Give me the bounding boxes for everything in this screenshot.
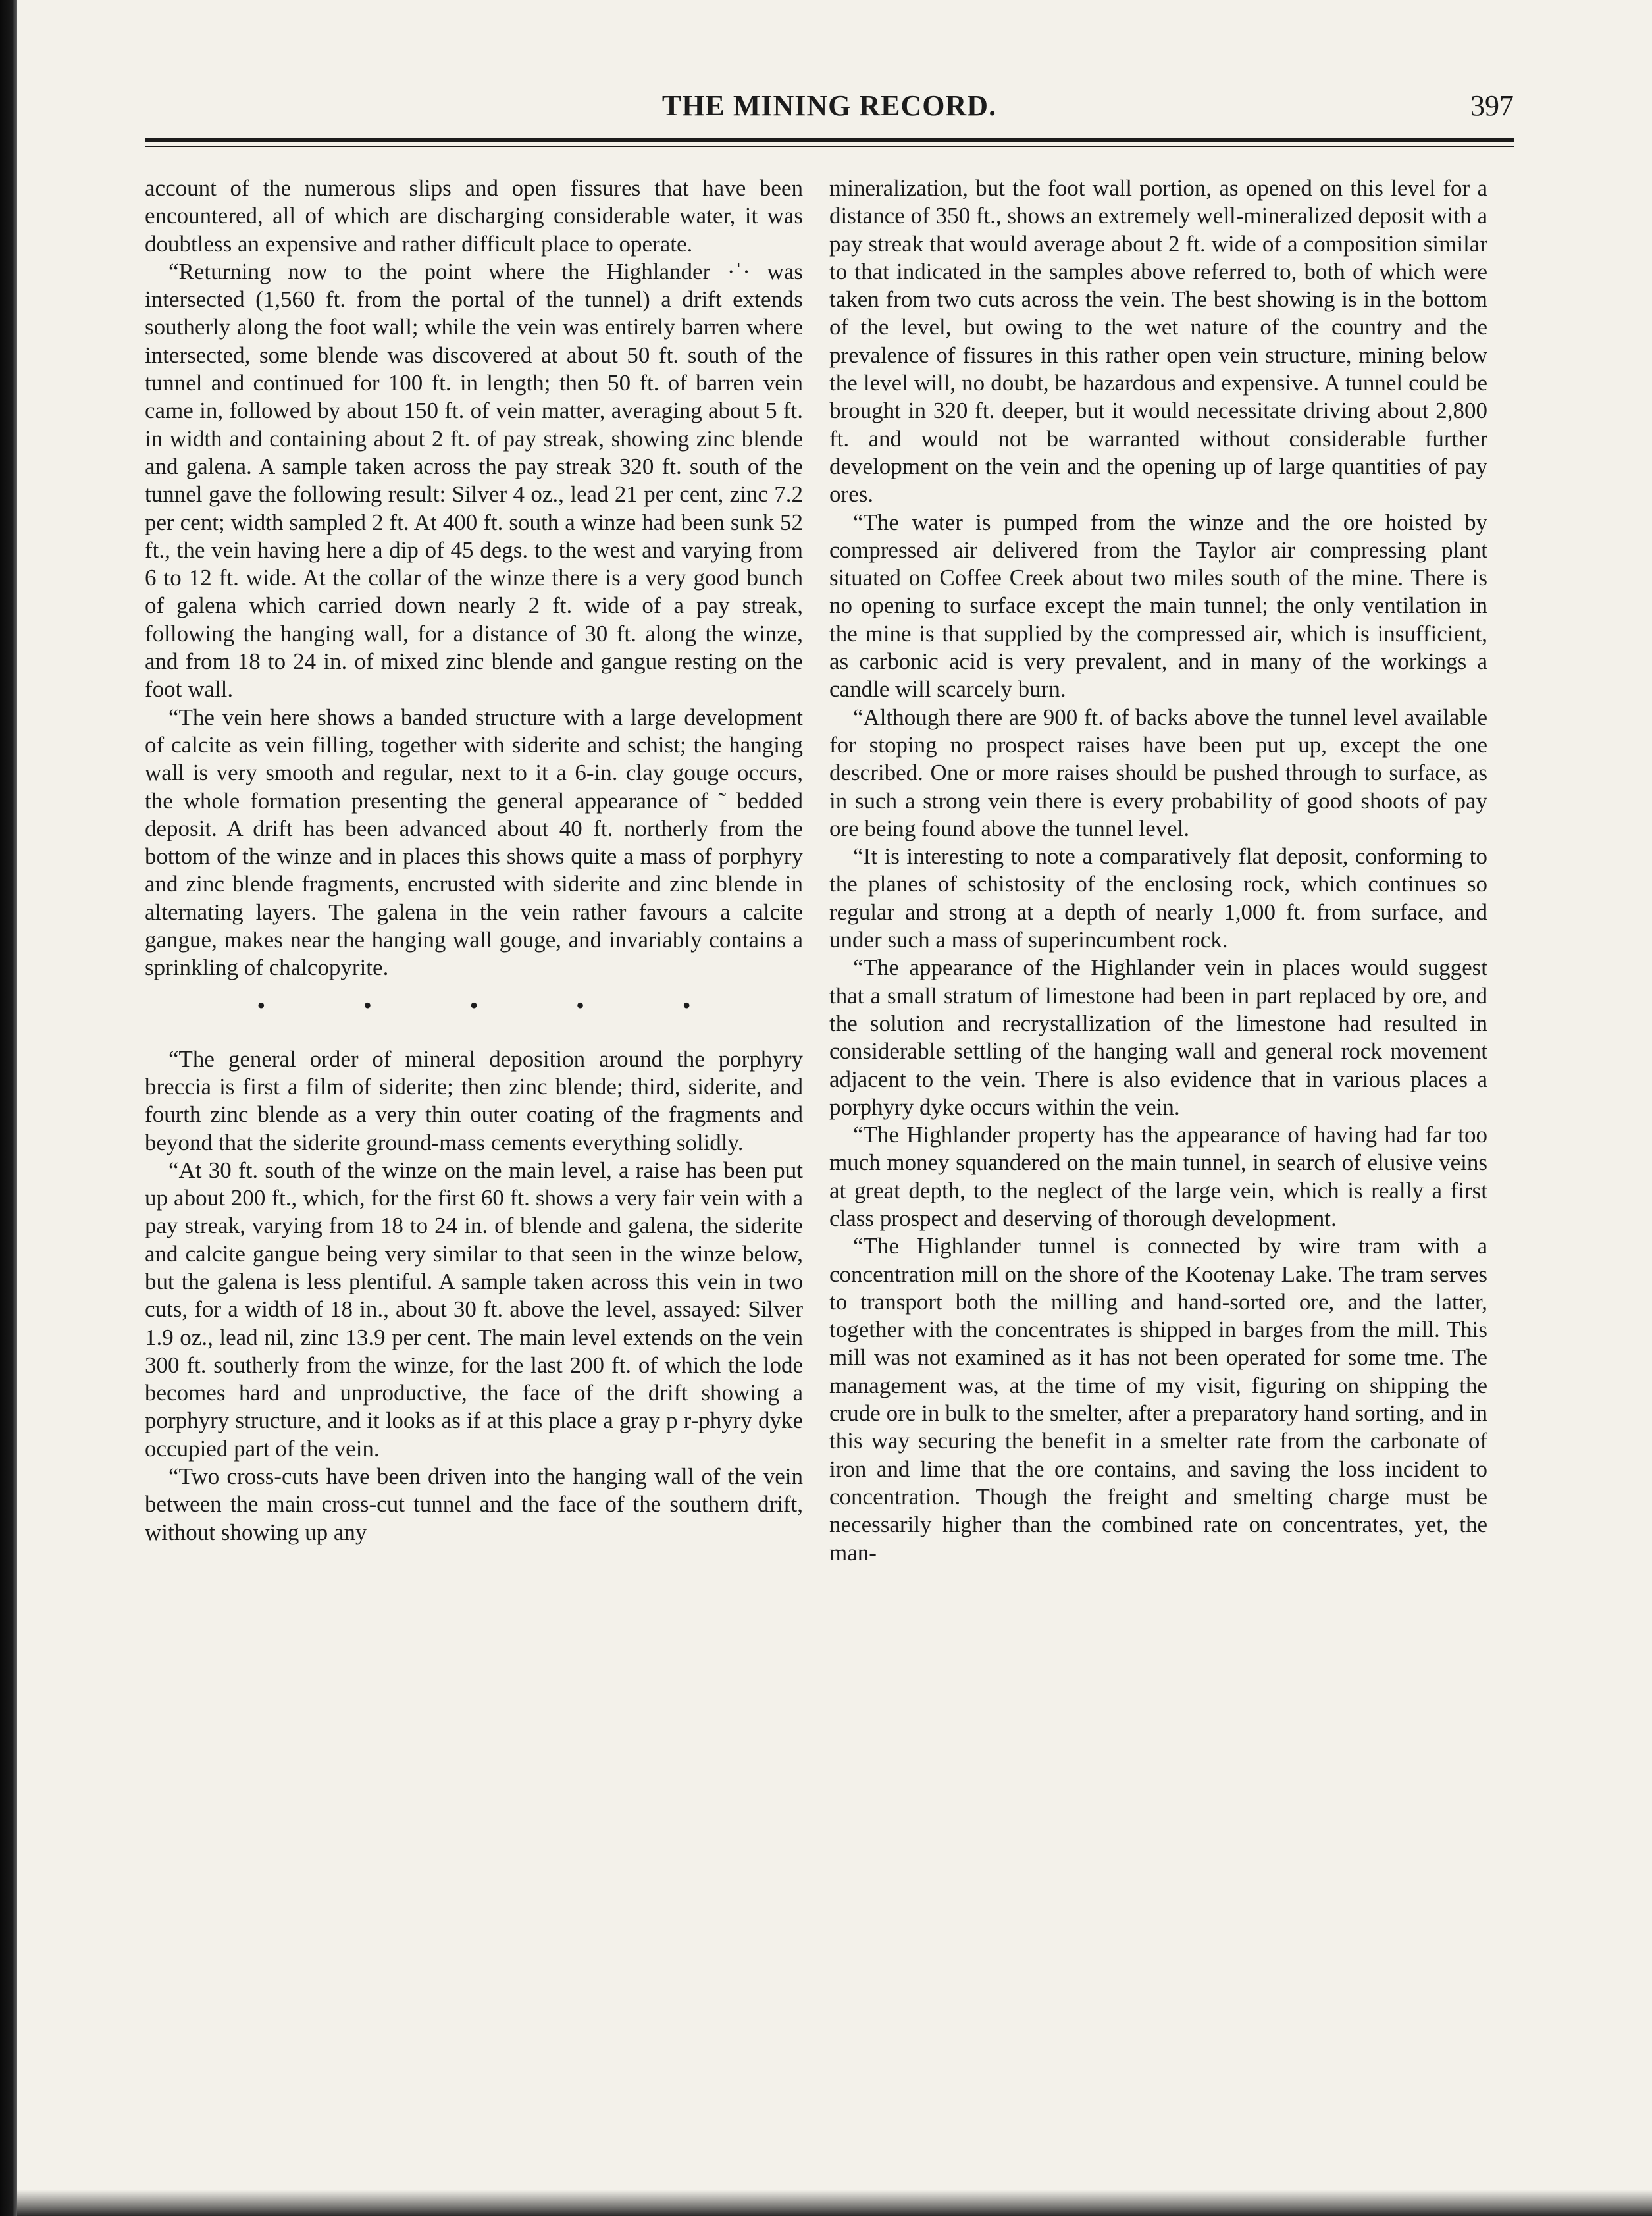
paragraph: “The Highlander tunnel is connected by wire tram with a concentration mill on the shore of the Kootenay Lake. The tram serves to transport both the milling and hand-sorted ore, and the latter, together with the concentrates is shipped in barges from the mill. This mill was not examined as it has not been operated for some tme. The management was, at the time of my visit, figuring on shipping the crude ore in bulk to the smelter, after a preparatory hand sorting, and in this way securing the benefit in a smelter rate from the carbonate of iron and lime that the ore contains, and saving the loss incident to concentration. Though the freight and smelting charge must be necessarily higher than the combined rate on concentrates, yet, the man-: [829, 1233, 1487, 1566]
paragraph: “Although there are 900 ft. of backs above the tunnel level available for stoping no prospect raises have been put up, except the one described. One or more raises should be pushed through to surface, as in such a strong vein there is every probability of good shoots of pay ore being found above the tunnel level.: [829, 704, 1487, 841]
running-head: [145, 89, 1514, 131]
paragraph: “The appearance of the Highlander vein in places would suggest that a small stratum of limestone had been in part replaced by ore, and the solution and recrystallization of the limestone had resulted in considerable settling of the hanging wall and general rock movement adjacent to the vein. There is also evidence that in various places a porphyry dyke occurs within the vein.: [829, 955, 1487, 1120]
scan-left-edge: [0, 0, 17, 2216]
paragraph: “The general order of mineral deposition around the porphyry breccia is first a film of siderite; then zinc blende; third, siderite, and fourth zinc blende as a very thin outer coating of the fragments and beyond that the siderite ground-mass cements everything solidly.: [145, 1045, 803, 1155]
paragraph: “The water is pumped from the winze and the ore hoisted by compressed air delivered from the Taylor air compressing plant situated on Coffee Creek about two miles south of the mine. There is no opening to surface except the main tunnel; the only ventilation in the mine is that supplied by the compressed air, which is insufficient, as carbonic acid is very prevalent, and in many of the workings a candle will scarcely burn.: [829, 509, 1487, 702]
paragraph: “The Highlander property has the appearance of having had far too much money squandered on the main tunnel, in search of elusive veins at great depth, to the neglect of the large vein, which is really a first class prospect and deserving of thorough development.: [829, 1122, 1487, 1231]
page-number: 397: [1470, 90, 1514, 122]
paragraph: “It is interesting to note a comparatively flat deposit, conforming to the planes of schistosity of the enclosing rock, which continues so regular and strong at a depth of nearly 1,000 ft. from surface, and under such a mass of superincumbent rock.: [829, 843, 1487, 953]
scan-bottom-edge: [17, 2190, 1652, 2216]
paragraph: account of the numerous slips and open fissures that have been encountered, all of which are discharging considerable water, it was doubtless an expensive and rather difficult place to operate.: [145, 175, 803, 257]
paragraph: “Returning now to the point where the Highlander ·ˈ· was intersected (1,560 ft. from the portal of the tunnel) a drift extends southerly along the foot wall; while the vein was entirely barren where intersected, some blende was discovered at about 50 ft. south of the tunnel and continued for 100 ft. in length; then 50 ft. of barren vein came in, followed by about 150 ft. of vein matter, averaging about 5 ft. in width and containing about 2 ft. of pay streak, showing zinc blende and galena. A sample taken across the pay streak 320 ft. south of the tunnel gave the following result: Silver 4 oz., lead 21 per cent, zinc 7.2 per cent; width sampled 2 ft. At 400 ft. south a winze had been sunk 52 ft., the vein having here a dip of 45 degs. to the west and varying from 6 to 12 ft. wide. At the collar of the winze there is a very good bunch of galena which carried down nearly 2 ft. wide of a pay streak, following the hanging wall, for a distance of 30 ft. along the winze, and from 18 to 24 in. of mixed zinc blende and gangue resting on the foot wall.: [145, 258, 803, 702]
paragraph: “Two cross-cuts have been driven into the hanging wall of the vein between the main cross-cut tunnel and the face of the southern drift, without showing up any: [145, 1464, 803, 1545]
header-rule-thin: [145, 146, 1514, 147]
section-break-dots: • • • • •: [257, 991, 737, 1018]
right-column: [829, 174, 1487, 2103]
paragraph: “At 30 ft. south of the winze on the main level, a raise has been put up about 200 ft., which, for the first 60 ft. shows a very fair vein with a pay streak, varying from 18 to 24 in. of blende and galena, the siderite and calcite gangue being very similar to that seen in the winze below, but the galena is less plentiful. A sample taken across this vein in two cuts, for a width of 18 in., about 30 ft. above the level, assayed: Silver 1.9 oz., lead nil, zinc 13.9 per cent. The main level extends on the vein 300 ft. southerly from the winze, for the last 200 ft. of which the lode becomes hard and unproductive, the face of the drift showing a porphyry structure, and it looks as if at this place a gray p r-phyry dyke occupied part of the vein.: [145, 1157, 803, 1462]
header-rule-thick: [145, 138, 1514, 142]
journal-title: THE MINING RECORD.: [661, 90, 997, 122]
left-column: [145, 174, 803, 2103]
paragraph: “The vein here shows a banded structure with a large development of calcite as vein filling, together with siderite and schist; the hanging wall is very smooth and regular, next to it a 6-in. clay gouge occurs, the whole formation presenting the general appearance of ˜ bedded deposit. A drift has been advanced about 40 ft. northerly from the bottom of the winze and in places this shows quite a mass of porphyry and zinc blende fragments, encrusted with siderite and zinc blende in alternating layers. The galena in the vein rather favours a calcite gangue, makes near the hanging wall gouge, and invariably contains a sprinkling of chalcopyrite.: [145, 704, 803, 981]
paragraph: mineralization, but the foot wall portion, as opened on this level for a distance of 350 ft., shows an extremely well-mineralized deposit with a pay streak that would average about 2 ft. wide of a composition similar to that indicated in the samples above referred to, both of which were taken from two cuts across the vein. The best showing is in the bottom of the level, but owing to the wet nature of the country and the prevalence of fissures in this rather open vein structure, mining below the level will, no doubt, be hazardous and expensive. A tunnel could be brought in 320 ft. deeper, but it would necessitate driving about 2,800 ft. and would not be warranted without considerable further development on the vein and the opening up of large quantities of pay ores.: [829, 175, 1487, 508]
